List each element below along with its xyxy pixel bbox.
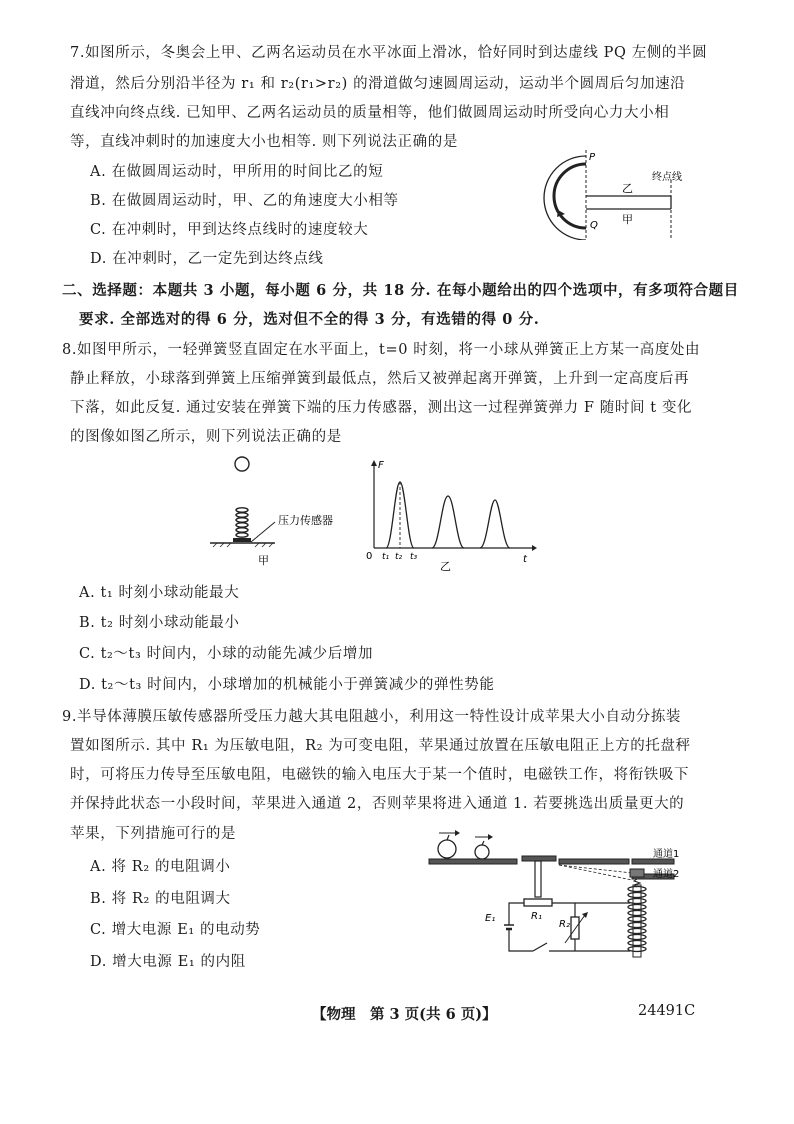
inner-track: [554, 164, 586, 228]
q7-line-1: 7.如图所示，冬奥会上甲、乙两名运动员在水平冰面上滑冰，恰好同时到达虚线 PQ 左侧的半圆: [70, 45, 708, 61]
footer-title: 【物理 第 3 页(共 6 页)】: [312, 1006, 497, 1023]
electromagnet-coil: [628, 887, 646, 952]
resistor-r1: [524, 899, 552, 906]
q7-option-c: C. 在冲刺时，甲到达终点线时的速度较大: [90, 222, 369, 238]
q8-option-c: C. t₂～t₃ 时间内，小球的动能先减少后增加: [79, 646, 374, 662]
q8-line-4: 的图像如图乙所示，则下列说法正确的是: [70, 429, 342, 445]
force-pulse-3: [480, 500, 510, 548]
origin-label: 0: [366, 551, 373, 562]
e1-label: E₁: [485, 913, 496, 924]
pressure-sensor: [233, 538, 251, 542]
q8-line-3: 下落，如此反复. 通过安装在弹簧下端的压力传感器，测出这一过程弹簧弹力 F 随时间 t 变化: [70, 400, 693, 416]
conveyor-right: [559, 859, 629, 864]
channel2-label: 通道2: [653, 869, 680, 880]
wire: [509, 903, 524, 925]
apple-large: [438, 840, 456, 858]
armature-spring: [634, 879, 640, 887]
axis-f-label: F: [378, 460, 384, 471]
spring: [236, 508, 248, 537]
r2-label: R₂: [559, 919, 570, 930]
q8-figure-yi: [362, 452, 537, 577]
force-pulse-2: [432, 496, 464, 548]
t1-label: t₁: [382, 552, 390, 562]
footer-code: 24491C: [638, 1003, 696, 1019]
q7-option-d: D. 在冲刺时，乙一定先到达终点线: [90, 251, 324, 267]
armature: [630, 869, 644, 877]
q7-line-3: 直线冲向终点线. 已知甲、乙两名运动员的质量相等，他们做圆周运动时所受向心力大小相: [70, 105, 670, 121]
q9-option-a: A. 将 R₂ 的电阻调小: [90, 859, 231, 875]
apple-stem-icon: [482, 841, 484, 845]
q8-line-1: 8.如图甲所示，一轻弹簧竖直固定在水平面上，t=0 时刻，将一小球从弹簧正上方某一高度处由: [62, 342, 701, 358]
t2-label: t₂: [395, 552, 403, 562]
label-yi: 乙: [622, 182, 633, 195]
axis-t-label: t: [523, 554, 527, 565]
q9-line-1: 9.半导体薄膜压敏传感器所受压力越大其电阻越小，利用这一特性设计成苹果大小自动分拣装: [62, 709, 682, 725]
label-finish-line: 终点线: [652, 172, 682, 183]
q7-track-figure: [536, 150, 706, 240]
label-jia: 甲: [622, 213, 633, 226]
switch: [533, 943, 547, 951]
figure-yi-label: 乙: [440, 560, 451, 573]
q9-option-b: B. 将 R₂ 的电阻调大: [90, 891, 231, 907]
q9-option-d: D. 增大电源 E₁ 的内阻: [90, 954, 246, 970]
q9-line-3: 时，可将压力传导至压敏电阻，电磁铁的输入电压大于某一个值时，电磁铁工作，将衔铁吸下: [70, 767, 690, 783]
q7-line-4: 等，直线冲刺时的加速度大小也相等. 则下列说法正确的是: [70, 134, 458, 150]
sensor-label: 压力传感器: [278, 514, 333, 527]
q7-line-2: 滑道，然后分别沿半径为 r₁ 和 r₂(r₁>r₂) 的滑道做匀速圆周运动，运动半个圆周后匀加速沿: [70, 76, 686, 92]
q9-line-2: 置如图所示. 其中 R₁ 为压敏电阻，R₂ 为可变电阻，苹果通过放置在压敏电阻正上方的托盘秤: [70, 738, 691, 754]
q8-line-2: 静止释放，小球落到弹簧上压缩弹簧到最低点，然后又被弹起离开弹簧，上升到一定高度后再: [70, 371, 690, 387]
tray-stem: [535, 861, 541, 897]
conveyor-left: [429, 859, 517, 864]
guide-line: [559, 865, 632, 873]
label-q: Q: [590, 220, 598, 231]
label-p: P: [589, 152, 596, 163]
q8-option-a: A. t₁ 时刻小球动能最大: [79, 585, 240, 601]
q9-option-c: C. 增大电源 E₁ 的电动势: [90, 922, 261, 938]
arrowhead-icon: [455, 830, 460, 836]
ball: [235, 457, 249, 471]
q8-figure-jia: [205, 452, 350, 577]
section2-line-2: 要求. 全部选对的得 6 分，选对但不全的得 3 分，有选错的得 0 分.: [79, 311, 540, 328]
apple-stem-icon: [447, 835, 449, 840]
section2-line-1: 二、选择题：本题共 3 小题，每小题 6 分，共 18 分. 在每小题给出的四个选项中，有多项符合题目: [62, 282, 739, 299]
f-axis-arrow-icon: [371, 460, 377, 466]
q8-option-b: B. t₂ 时刻小球动能最小: [79, 615, 240, 631]
q7-option-b: B. 在做圆周运动时，甲、乙的角速度大小相等: [90, 193, 399, 209]
channel1-label: 通道1: [653, 849, 680, 860]
r1-label: R₁: [531, 911, 542, 922]
q9-sorter-figure: [425, 825, 700, 975]
sensor-pointer: [251, 522, 275, 542]
q9-line-5: 苹果，下列措施可行的是: [70, 826, 237, 842]
arrowhead-icon: [488, 834, 493, 840]
apple-small: [475, 845, 489, 859]
q8-option-d: D. t₂～t₃ 时间内，小球增加的机械能小于弹簧减少的弹性势能: [79, 677, 495, 693]
tray-scale: [522, 856, 556, 861]
guide-line: [559, 865, 632, 880]
wire: [509, 929, 533, 951]
q7-option-a: A. 在做圆周运动时，甲所用的时间比乙的短: [90, 164, 384, 180]
figure-jia-label: 甲: [258, 554, 269, 567]
t3-label: t₃: [410, 552, 418, 562]
t-axis-arrow-icon: [532, 545, 537, 551]
resistor-r2: [571, 917, 579, 939]
q9-line-4: 并保持此状态一小段时间，苹果进入通道 2，否则苹果将进入通道 1. 若要挑选出质量更大的: [70, 796, 685, 812]
